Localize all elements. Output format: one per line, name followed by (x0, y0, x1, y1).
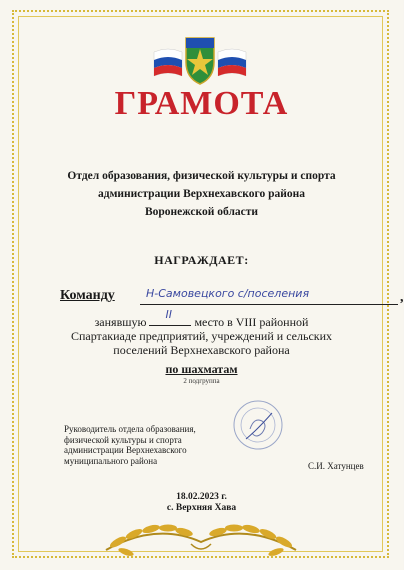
flags-emblem-icon (150, 32, 250, 88)
recipient-underline (140, 304, 398, 305)
recipient-handwritten: Н-Самовецкого с/поселения (146, 287, 310, 300)
org-line: администрации Верхнехавского района (98, 188, 305, 200)
subgroup-note: 2 подгруппа (183, 377, 220, 385)
place-prefix: занявшую (94, 315, 147, 329)
body-line: Спартакиаде предприятий, учреждений и сельских (70, 329, 333, 343)
issue-date: 18.02.2023 г. (176, 492, 227, 502)
org-line: Отдел образования, физической культуры и спорта (67, 170, 336, 182)
signatory-title (64, 424, 234, 466)
signatory-title-line: муниципального района (64, 455, 158, 466)
place-handwritten: II (165, 308, 172, 321)
signatory-name: С.И. Хатунцев (308, 461, 364, 471)
issuing-organization (30, 167, 373, 221)
recipient-comma: , (400, 290, 404, 305)
signatory-title-line: администрации Верхнехавского (64, 445, 187, 455)
right-flag-icon (218, 49, 246, 76)
certificate-title: ГРАМОТА (114, 85, 289, 122)
recipient-row (60, 287, 404, 308)
coat-of-arms-icon (186, 38, 214, 84)
signatory-title-line: Руководитель отдела образования, (64, 424, 196, 434)
place-blank (149, 308, 191, 326)
sport-discipline: по шахматам (165, 362, 238, 376)
event-description (40, 329, 363, 357)
laurel-branch-icon (96, 512, 306, 560)
body-line: поселений Верхнехавского района (113, 343, 290, 357)
issue-date-place (0, 492, 403, 514)
signatory-title-line: физической культуры и спорта (64, 434, 182, 445)
place-row (0, 308, 403, 330)
place-suffix: место в VIII районной (194, 315, 309, 329)
official-stamp-icon (232, 399, 284, 451)
org-line: Воронежской области (144, 206, 259, 218)
issue-place: с. Верхняя Хава (166, 503, 237, 513)
awards-heading: НАГРАЖДАЕТ: (154, 253, 249, 267)
recipient-label: Команду (60, 288, 115, 303)
left-flag-icon (154, 49, 182, 76)
